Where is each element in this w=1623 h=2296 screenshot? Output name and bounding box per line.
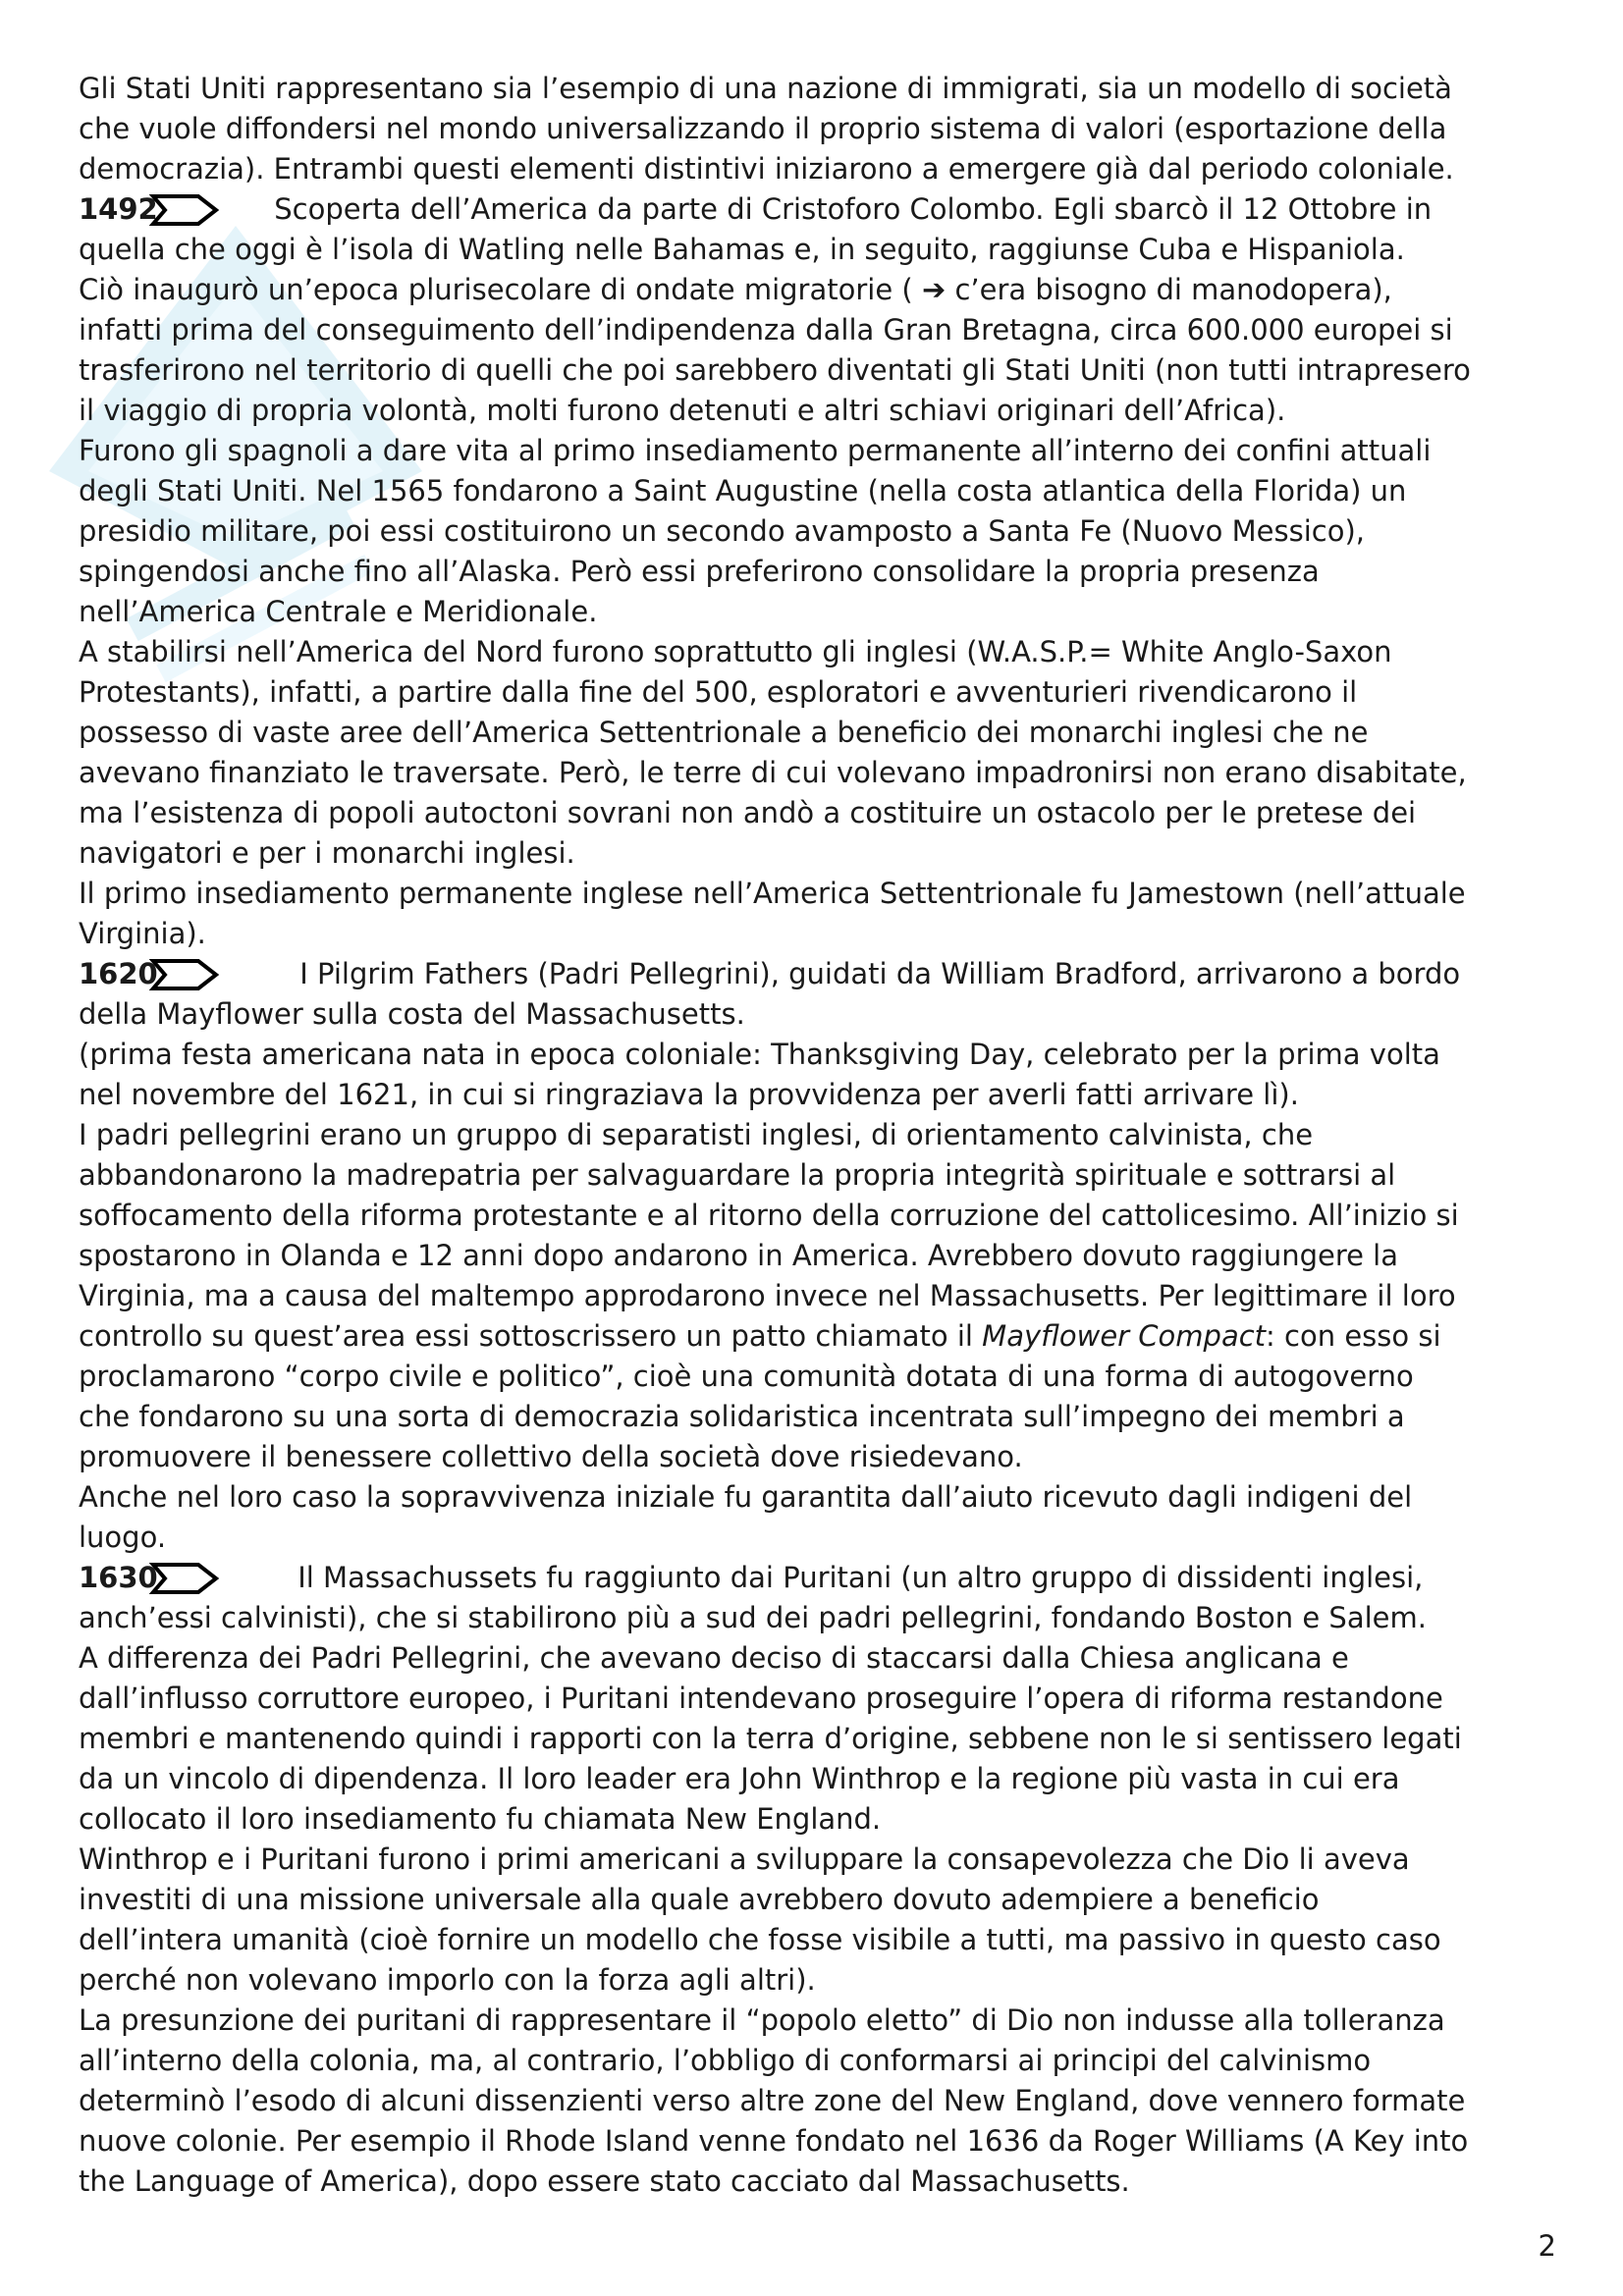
text-line: proclamarono “corpo civile e politico”, cioè una comunità dotata di una forma di autogoverno xyxy=(79,1360,1414,1393)
text-line: A differenza dei Padri Pellegrini, che avevano deciso di staccarsi dalla Chiesa anglicana e xyxy=(79,1641,1349,1675)
text-line: Virginia). xyxy=(79,917,206,950)
text-line: membri e mantenendo quindi i rapporti con la terra d’origine, sebbene non le si sentissero legati xyxy=(79,1722,1462,1755)
tag-arrow-icon xyxy=(149,1562,220,1595)
text-line: Ciò inaugurò un’epoca plurisecolare di ondate migratorie ( ➔ c’era bisogno di manodopera), xyxy=(79,273,1392,306)
year-label: 1630 xyxy=(79,1561,158,1594)
text-line: I Pilgrim Fathers (Padri Pellegrini), guidati da William Bradford, arrivarono a bordo xyxy=(299,957,1461,990)
document-body xyxy=(79,69,1561,2202)
text-line: trasferirono nel territorio di quelli che poi sarebbero diventati gli Stati Uniti (non tutti intrapresero xyxy=(79,353,1471,387)
text-segment: : con esso si xyxy=(1266,1319,1441,1353)
text-line: luogo. xyxy=(79,1521,167,1554)
tag-arrow-icon xyxy=(149,193,220,227)
text-line: da un vincolo di dipendenza. Il loro leader era John Winthrop e la regione più vasta in cui era xyxy=(79,1762,1400,1795)
text-line: promuovere il benessere collettivo della società dove risiedevano. xyxy=(79,1440,1023,1473)
text-line: democrazia). Entrambi questi elementi distintivi iniziarono a emergere già dal periodo coloniale. xyxy=(79,152,1454,186)
text-line: soffocamento della riforma protestante e al ritorno della corruzione del cattolicesimo. All’inizio si xyxy=(79,1199,1459,1232)
text-line: I padri pellegrini erano un gruppo di separatisti inglesi, di orientamento calvinista, che xyxy=(79,1118,1314,1151)
text-line: La presunzione dei puritani di rappresentare il “popolo eletto” di Dio non indusse alla tolleranza xyxy=(79,2003,1445,2037)
dateline-1620 xyxy=(79,954,1561,994)
year-label: 1492 xyxy=(79,192,158,226)
text-line: Il primo insediamento permanente inglese nell’America Settentrionale fu Jamestown (nell’attuale xyxy=(79,877,1466,910)
text-line: the Language of America), dopo essere stato cacciato dal Massachusetts. xyxy=(79,2164,1130,2198)
text-line: ma l’esistenza di popoli autoctoni sovrani non andò a costituire un ostacolo per le pretese dei xyxy=(79,796,1417,829)
year-label: 1620 xyxy=(79,957,158,990)
text-line: spingendosi anche fino all’Alaska. Però essi preferirono consolidare la propria presenza xyxy=(79,555,1320,588)
text-line: determinò l’esodo di alcuni dissenzienti verso altre zone del New England, dove vennero formate xyxy=(79,2084,1466,2117)
text-line: dall’influsso corruttore europeo, i Puritani intendevano proseguire l’opera di riforma restandone xyxy=(79,1682,1443,1715)
text-line: navigatori e per i monarchi inglesi. xyxy=(79,836,575,870)
text-line: il viaggio di propria volontà, molti furono detenuti e altri schiavi originari dell’Africa). xyxy=(79,394,1286,427)
text-line: possesso di vaste aree dell’America Settentrionale a beneficio dei monarchi inglesi che ne xyxy=(79,716,1369,749)
text-line-with-italic xyxy=(79,1316,1561,1357)
text-segment: controllo su quest’area essi sottoscrissero un patto chiamato il xyxy=(79,1319,973,1353)
italic-title: Mayflower Compact xyxy=(982,1319,1267,1353)
text-line: Protestants), infatti, a partire dalla fine del 500, esploratori e avventurieri rivendicarono il xyxy=(79,675,1358,709)
page-number: 2 xyxy=(1538,2229,1556,2263)
text-line: nel novembre del 1621, in cui si ringraziava la provvidenza per averli fatti arrivare lì). xyxy=(79,1078,1299,1111)
text-line: investiti di una missione universale alla quale avrebbero dovuto adempiere a beneficio xyxy=(79,1883,1320,1916)
text-line: presidio militare, poi essi costituirono un secondo avamposto a Santa Fe (Nuovo Messico), xyxy=(79,514,1365,548)
text-line: infatti prima del conseguimento dell’indipendenza dalla Gran Bretagna, circa 600.000 europei si xyxy=(79,313,1453,347)
text-line: Winthrop e i Puritani furono i primi americani a sviluppare la consapevolezza che Dio li aveva xyxy=(79,1842,1410,1876)
text-line: anch’essi calvinisti), che si stabilirono più a sud dei padri pellegrini, fondando Boston e Salem. xyxy=(79,1601,1427,1634)
text-line: degli Stati Uniti. Nel 1565 fondarono a Saint Augustine (nella costa atlantica della Florida) un xyxy=(79,474,1407,507)
text-line: abbandonarono la madrepatria per salvaguardare la propria integrità spirituale e sottrarsi al xyxy=(79,1158,1396,1192)
text-line: collocato il loro insediamento fu chiamata New England. xyxy=(79,1802,882,1836)
text-line: A stabilirsi nell’America del Nord furono soprattutto gli inglesi (W.A.S.P.= White Anglo-Saxon xyxy=(79,635,1392,668)
text-line: avevano finanziato le traversate. Però, le terre di cui volevano impadronirsi non erano disabitate, xyxy=(79,756,1467,789)
text-line: della Mayflower sulla costa del Massachusetts. xyxy=(79,997,745,1031)
text-line: Il Massachussets fu raggiunto dai Puritani (un altro gruppo di dissidenti inglesi, xyxy=(298,1561,1424,1594)
text-line: che fondarono su una sorta di democrazia solidaristica incentrata sull’impegno dei membri a xyxy=(79,1400,1405,1433)
text-line: (prima festa americana nata in epoca coloniale: Thanksgiving Day, celebrato per la prima volta xyxy=(79,1038,1440,1071)
text-line: perché non volevano imporlo con la forza agli altri). xyxy=(79,1963,816,1997)
text-line: che vuole diffondersi nel mondo universalizzando il proprio sistema di valori (esportazione della xyxy=(79,112,1447,145)
dateline-1492 xyxy=(79,189,1561,230)
text-line: dell’intera umanità (cioè fornire un modello che fosse visibile a tutti, ma passivo in questo caso xyxy=(79,1923,1441,1956)
tag-arrow-icon xyxy=(149,958,220,991)
dateline-1630 xyxy=(79,1558,1561,1598)
text-line: Furono gli spagnoli a dare vita al primo insediamento permanente all’interno dei confini attuali xyxy=(79,434,1432,467)
text-line: Virginia, ma a causa del maltempo approdarono invece nel Massachusetts. Per legittimare il loro xyxy=(79,1279,1456,1312)
text-line: Anche nel loro caso la sopravvivenza iniziale fu garantita dall’aiuto ricevuto dagli indigeni del xyxy=(79,1480,1413,1514)
text-line: nell’America Centrale e Meridionale. xyxy=(79,595,598,628)
text-line: Gli Stati Uniti rappresentano sia l’esempio di una nazione di immigrati, sia un modello di società xyxy=(79,72,1452,105)
text-line: nuove colonie. Per esempio il Rhode Island venne fondato nel 1636 da Roger Williams (A Key into xyxy=(79,2124,1469,2158)
text-line: spostarono in Olanda e 12 anni dopo andarono in America. Avrebbero dovuto raggiungere la xyxy=(79,1239,1398,1272)
text-line: Scoperta dell’America da parte di Cristoforo Colombo. Egli sbarcò il 12 Ottobre in xyxy=(274,192,1433,226)
text-line: quella che oggi è l’isola di Watling nelle Bahamas e, in seguito, raggiunse Cuba e Hispaniola. xyxy=(79,233,1405,266)
text-line: all’interno della colonia, ma, al contrario, l’obbligo di conformarsi ai principi del calvinismo xyxy=(79,2044,1372,2077)
